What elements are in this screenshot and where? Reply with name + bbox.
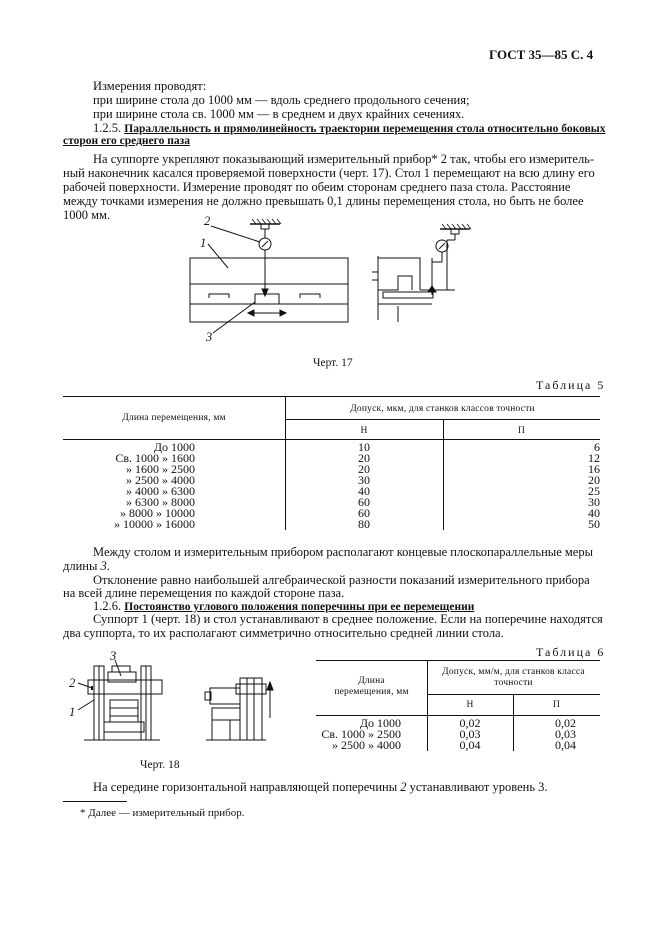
table6-row-p: 0,02 bbox=[555, 716, 576, 730]
table6-caption: Таблица 6 bbox=[536, 645, 606, 659]
fig17-label-2: 2 bbox=[204, 214, 211, 228]
table5-row-p: 40 bbox=[588, 506, 600, 520]
table5-row-h: 60 bbox=[358, 506, 370, 520]
section-125-number: 1.2.5. bbox=[93, 121, 122, 135]
table5-col-p: П bbox=[517, 426, 526, 436]
section-126-para-1: Суппорт 1 (черт. 18) и стол устанавливают в среднее положение. Если на поперечине находятся bbox=[93, 612, 603, 626]
table6-row-len: До 1000 bbox=[359, 716, 401, 730]
section-125-para-5: 1000 мм. bbox=[63, 208, 111, 222]
table5-row-h: 20 bbox=[358, 451, 370, 465]
intro-line-1: Измерения проводят: bbox=[93, 79, 207, 93]
section-126-para-2: два суппорта, то их располагают симметрично относительно средней линии стола. bbox=[63, 626, 504, 640]
table5-row-len: » 2500 » 4000 bbox=[126, 473, 195, 487]
fig17-label-3: 3 bbox=[206, 330, 213, 344]
table5-row-p: 30 bbox=[588, 495, 600, 509]
table6-row-p: 0,03 bbox=[555, 727, 576, 741]
page-header: ГОСТ 35—85 С. 4 bbox=[489, 47, 594, 62]
section-125-para-1: На суппорте укрепляют показывающий измерительный прибор* 2 так, чтобы его измеритель- bbox=[93, 152, 595, 166]
section-125-para-4: между точками измерения не должно превышать 0,1 длины перемещения стола, но быть не более bbox=[63, 194, 584, 208]
after5-line-4: на всей длине перемещения по каждой стороне паза. bbox=[63, 586, 345, 600]
footnote-rule bbox=[63, 801, 127, 802]
table5-row-h: 10 bbox=[358, 440, 370, 454]
table5-row-h: 60 bbox=[358, 495, 370, 509]
table5-row-len: » 6300 » 8000 bbox=[126, 495, 195, 509]
table5-row-p: 50 bbox=[588, 517, 600, 531]
table6-row-h: 0,04 bbox=[459, 738, 481, 752]
table5-row-p: 12 bbox=[588, 451, 600, 465]
table5-row-len: До 1000 bbox=[153, 440, 195, 454]
table5-row-h: 30 bbox=[358, 473, 370, 487]
table5-row-p: 25 bbox=[588, 484, 600, 498]
fig18-label-1: 1 bbox=[69, 705, 76, 719]
fig17-label-1: 1 bbox=[200, 236, 207, 250]
table5-col-group: Допуск, мкм, для станков классов точности bbox=[350, 404, 535, 414]
table6-col-p: П bbox=[552, 700, 561, 710]
after5-line-3: Отклонение равно наибольшей алгебраической разности показаний измерительного прибора bbox=[93, 573, 590, 587]
section-125-title-b: сторон его среднего паза bbox=[63, 135, 190, 147]
table6-row-len: » 2500 » 4000 bbox=[332, 738, 401, 752]
table6-col-length-b: перемещения, мм bbox=[334, 687, 409, 697]
final-line: На середине горизонтальной направляющей поперечины 2 устанавливают уровень 3. bbox=[93, 780, 548, 794]
table5-row-len: » 1600 » 2500 bbox=[126, 462, 195, 476]
fig18-label-2: 2 bbox=[69, 676, 76, 690]
section-125-para-2: ный наконечник касался проверяемой поверхности (черт. 17). Стол 1 перемещают на всю длину его bbox=[63, 166, 595, 180]
table5-row-h: 80 bbox=[358, 517, 370, 531]
table5-col-length: Длина перемещения, мм bbox=[122, 413, 226, 423]
table5-row-len: » 4000 » 6300 bbox=[126, 484, 195, 498]
fig17-caption: Черт. 17 bbox=[313, 357, 353, 369]
table6-col-length-a: Длина bbox=[358, 676, 385, 686]
intro-line-3: при ширине стола св. 1000 мм — в среднем и двух крайних сечениях. bbox=[93, 107, 465, 121]
table5-row-p: 16 bbox=[588, 462, 600, 476]
table6-col-group-b: точности bbox=[494, 678, 533, 688]
after5-line-2: длины 3. bbox=[63, 559, 110, 573]
section-125-title-a: Параллельность и прямолинейность траектории перемещения стола относительно боковых bbox=[124, 123, 606, 135]
table6-row-len: Св. 1000 » 2500 bbox=[321, 727, 401, 741]
table5-row-len: » 8000 » 10000 bbox=[120, 506, 195, 520]
table5-row-p: 6 bbox=[594, 440, 600, 454]
table6-row-h: 0,03 bbox=[459, 727, 481, 741]
fig18-label-3: 3 bbox=[110, 649, 117, 663]
table5-row-len: Св. 1000 » 1600 bbox=[115, 451, 195, 465]
table5-row-h: 20 bbox=[358, 462, 370, 476]
table6-row-h: 0,02 bbox=[459, 716, 481, 730]
table5-col-h: Н bbox=[360, 426, 368, 436]
table5-row-p: 20 bbox=[588, 473, 600, 487]
table6-col-h: Н bbox=[466, 700, 474, 710]
section-126-number: 1.2.6. bbox=[93, 599, 122, 613]
table6-col-group-a: Допуск, мм/м, для станков класса bbox=[442, 667, 585, 677]
intro-line-2: при ширине стола до 1000 мм — вдоль среднего продольного сечения; bbox=[93, 93, 470, 107]
table5-row-len: » 10000 » 16000 bbox=[114, 517, 195, 531]
table5-caption: Таблица 5 bbox=[536, 378, 606, 392]
after5-line-1: Между столом и измерительным прибором располагают концевые плоскопараллельные меры bbox=[93, 545, 593, 559]
footnote: * Далее — измерительный прибор. bbox=[80, 807, 245, 819]
table6-row-p: 0,04 bbox=[555, 738, 576, 752]
fig18-caption: Черт. 18 bbox=[140, 759, 180, 771]
table5-row-h: 40 bbox=[358, 484, 370, 498]
section-126-title: Постоянство углового положения поперечины при ее перемещении bbox=[124, 601, 475, 613]
section-125-para-3: рабочей поверхности. Измерение проводят по обеим сторонам среднего паза стола. Расстояние bbox=[63, 180, 571, 194]
